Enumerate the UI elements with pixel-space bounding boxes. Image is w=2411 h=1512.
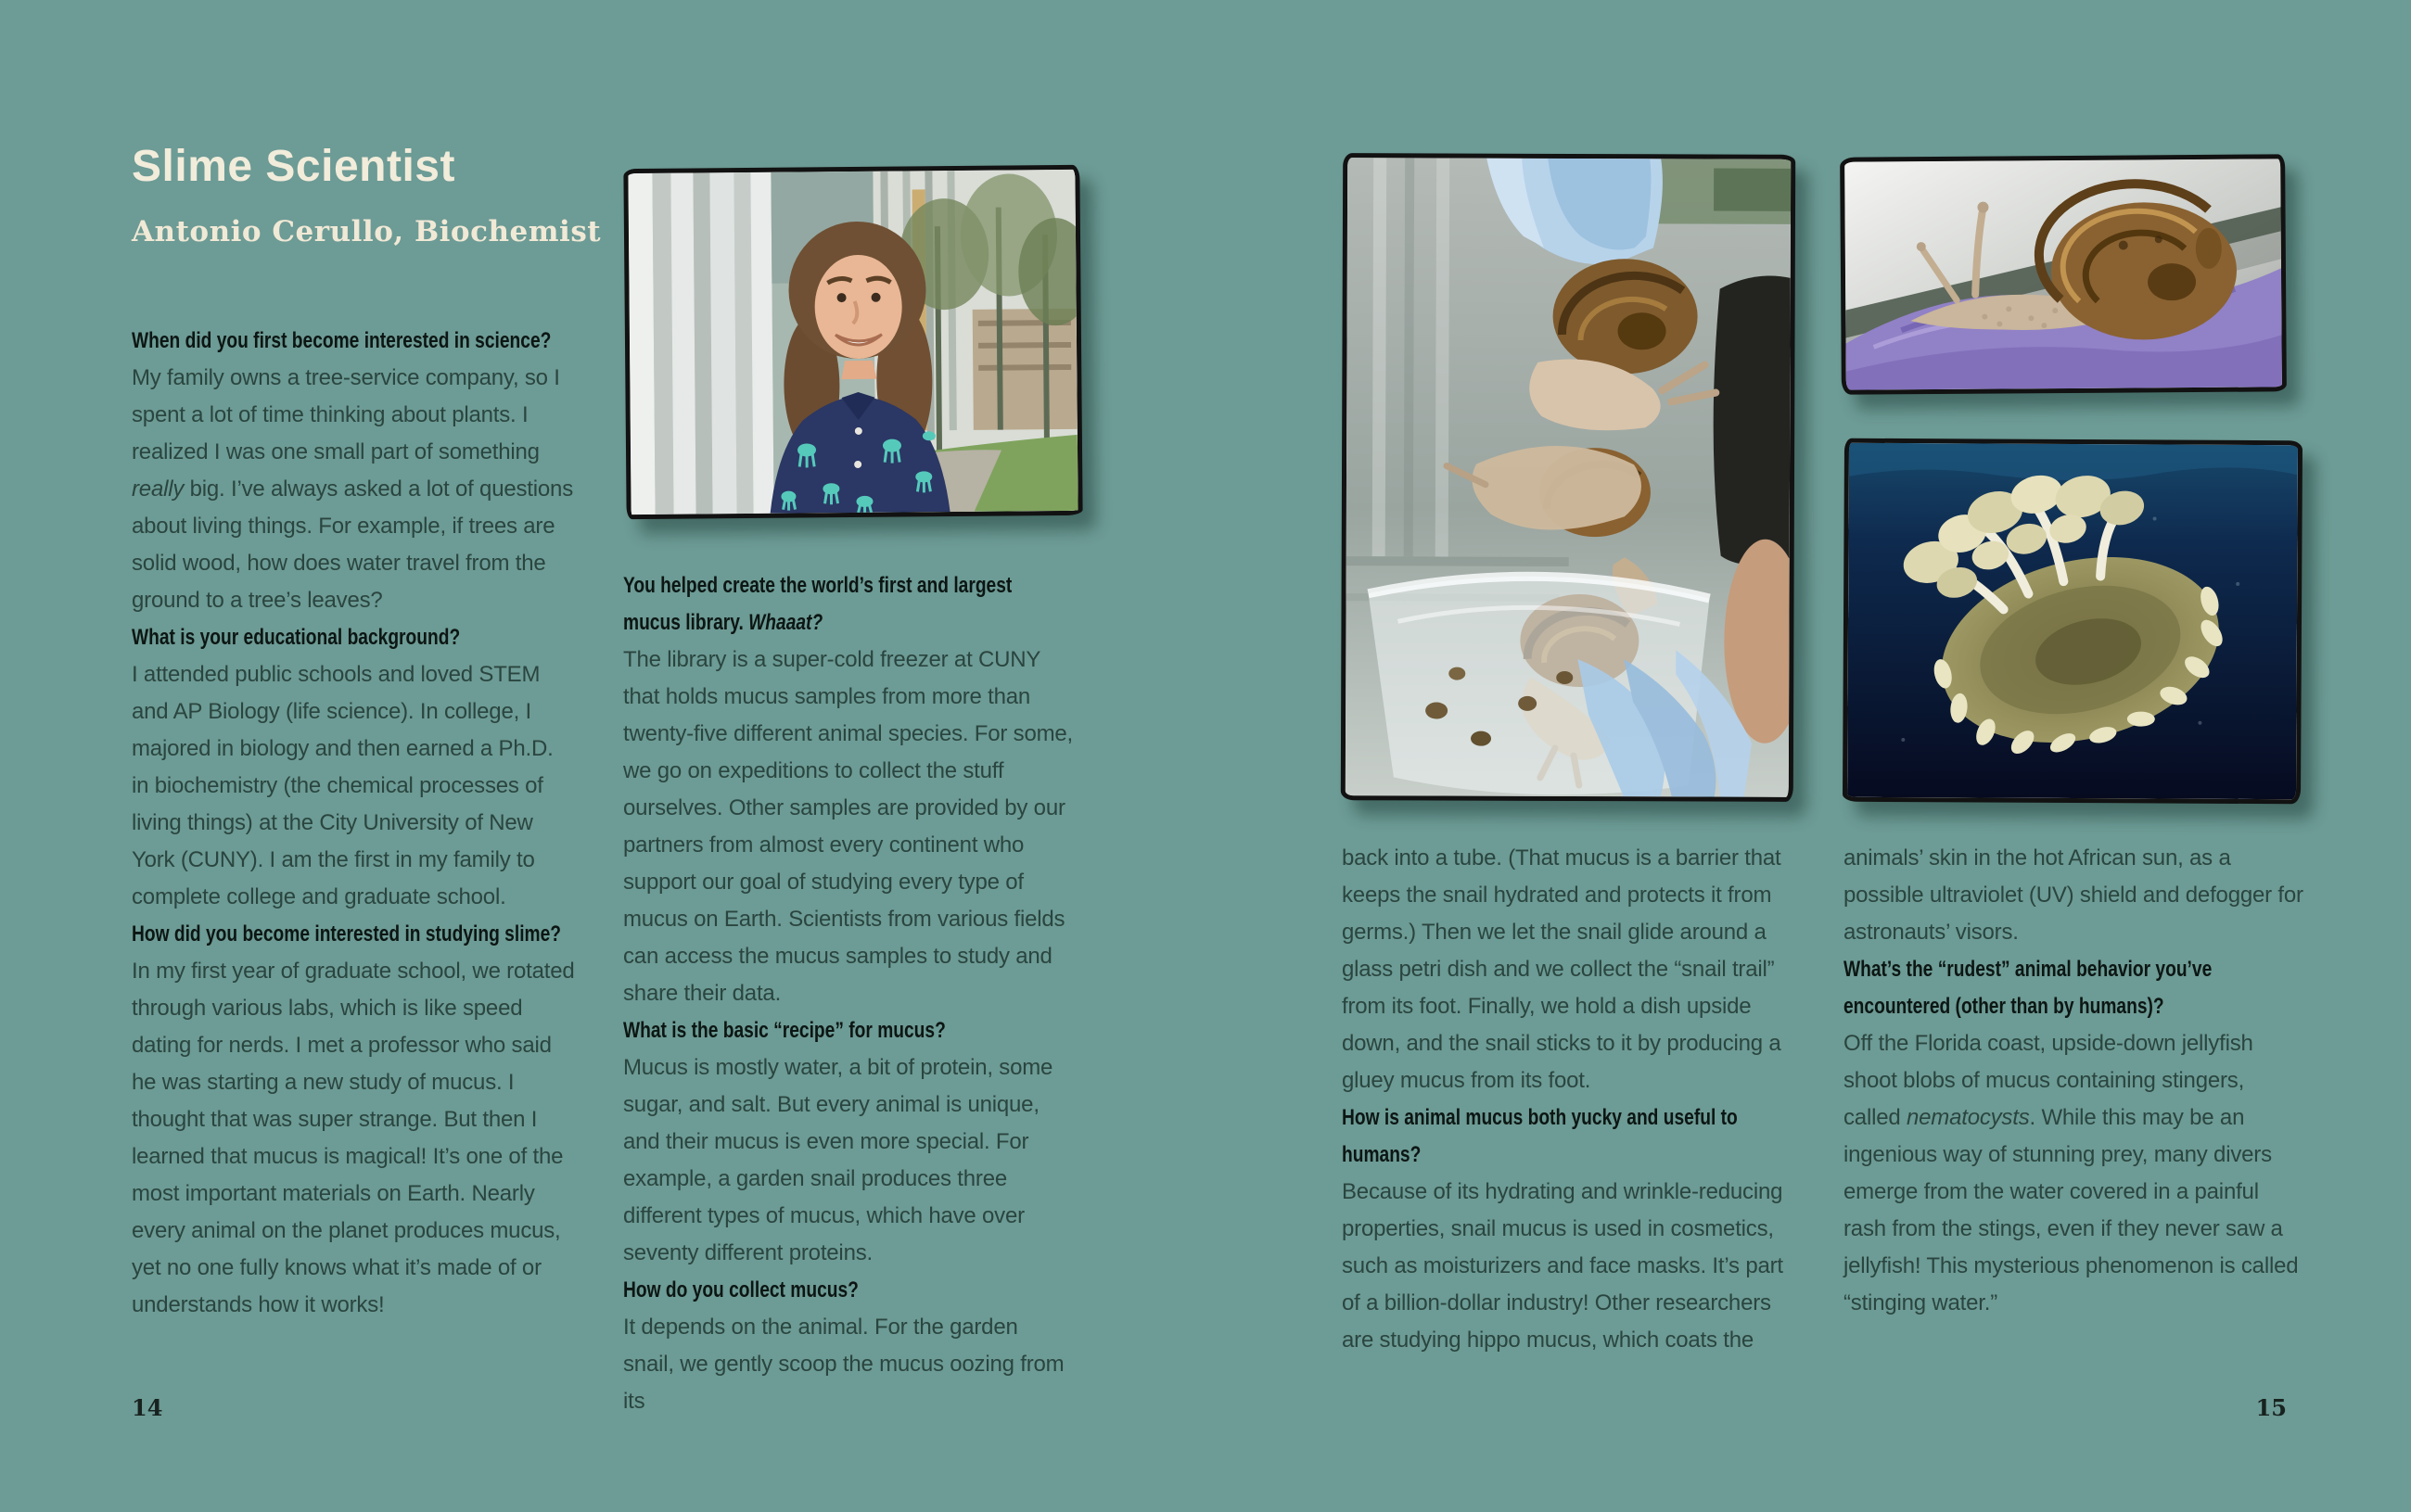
jellyfish-image [1843, 438, 2303, 805]
snail-on-glove-image [1840, 154, 2287, 394]
answer-paragraph: My family owns a tree-service company, so I spent a lot of time thinking about plants. I realized I was one small part of something really big. I’ve always asked a lot of questions about living things. For example, if trees are solid wood, how does water travel from the ground to a tree’s leaves? [132, 365, 573, 613]
snail-chain-illustration [1346, 158, 1791, 797]
neck [841, 361, 876, 379]
answer-paragraph: The library is a super-cold freezer at CUNY that holds mucus samples from more than twenty-five different animal species. For some, we go on expeditions to collect the stuff ourselves. Other samples are provided by our partners from almost every continent who support our goal of studying every type of mucus on Earth. Scientists from various fields can access the mucus samples to study and share their data. [623, 647, 1074, 1006]
question-heading: You helped create the world’s first and largest mucus library. Whaaat? [623, 573, 1013, 635]
page-number-left: 14 [132, 1394, 163, 1421]
answer-paragraph: Mucus is mostly water, a bit of protein, some sugar, and salt. But every animal is unique, and their mucus is even more special. For example, a garden snail produces three different types of mucus, which have over seventy different proteins. [623, 1055, 1053, 1265]
page-title: Slime Scientist [132, 142, 455, 191]
question-heading: What’s the “rudest” animal behavior you’ve encountered (other than by humans)? [1843, 957, 2213, 1019]
question-heading: What is your educational background? [132, 625, 461, 650]
snail-on-glove-illustration [1844, 159, 2282, 389]
right-column-2 [1843, 840, 2303, 1322]
dark-sleeve [1713, 275, 1791, 565]
building-siding [628, 172, 773, 515]
snail-shell [2050, 202, 2237, 340]
answer-paragraph: It depends on the animal. For the garden snail, we gently scoop the mucus oozing from its [623, 1315, 1065, 1414]
answer-paragraph: Off the Florida coast, upside-down jellyfish shoot blobs of mucus containing stingers, called nematocysts. While this may be an ingenious way of stunning prey, many divers emerge from the water covered in a painful rash from the stings, even if they never saw a jellyfish! This mysterious phenomenon is called “stinging water.” [1843, 1031, 2299, 1315]
answer-paragraph: I attended public schools and loved STEM and AP Biology (life science). In college, I majored in biology and then earned a Ph.D. in biochemistry (the chemical processes of living things) at the City University of New York (CUNY). I am the first in my family to complete college and graduate school. [132, 662, 554, 909]
scientist-portrait-image [623, 165, 1082, 519]
left-column-2 [623, 567, 1074, 1420]
question-heading: How did you become interested in studying slime? [132, 921, 562, 947]
snail-chain-image [1341, 153, 1795, 802]
question-heading: How is animal mucus both yucky and useful to humans? [1342, 1105, 1738, 1167]
answer-paragraph: In my first year of graduate school, we rotated through various labs, which is like speed dating for nerds. I met a professor who said he was starting a new study of mucus. I thought that was super strange. But then I learned that mucus is magical! It’s one of the most important materials on Earth. Nearly every animal on the planet produces mucus, yet no one fully knows what it’s made of or understands how it works! [132, 959, 575, 1317]
scientist-illustration [628, 170, 1078, 515]
right-column-1 [1342, 840, 1798, 1359]
question-heading: How do you collect mucus? [623, 1277, 859, 1302]
answer-paragraph: back into a tube. (That mucus is a barrier that keeps the snail hydrated and protects it from germs.) Then we let the snail glide around a glass petri dish and we collect the “snail trail” from its foot. Finally, we hold a dish upside down, and the snail sticks to it by producing a gluey mucus from its foot. [1342, 845, 1781, 1093]
answer-paragraph: animals’ skin in the hot African sun, as a possible ultraviolet (UV) shield and defogger for astronauts’ visors. [1843, 845, 2303, 945]
question-heading: What is the basic “recipe” for mucus? [623, 1018, 946, 1043]
page-number-right: 15 [2255, 1394, 2287, 1421]
answer-paragraph: Because of its hydrating and wrinkle-reducing properties, snail mucus is used in cosmetics, such as moisturizers and face masks. It’s part of a billion-dollar industry! Other researchers are studying hippo mucus, which coats the [1342, 1179, 1783, 1353]
jellyfish-illustration [1847, 443, 2298, 800]
left-column-1 [132, 323, 575, 1324]
question-heading: When did you first become interested in science? [132, 328, 552, 353]
snail-foot [1472, 446, 1641, 530]
page-subtitle: Antonio Cerullo, Biochemist [132, 215, 602, 248]
